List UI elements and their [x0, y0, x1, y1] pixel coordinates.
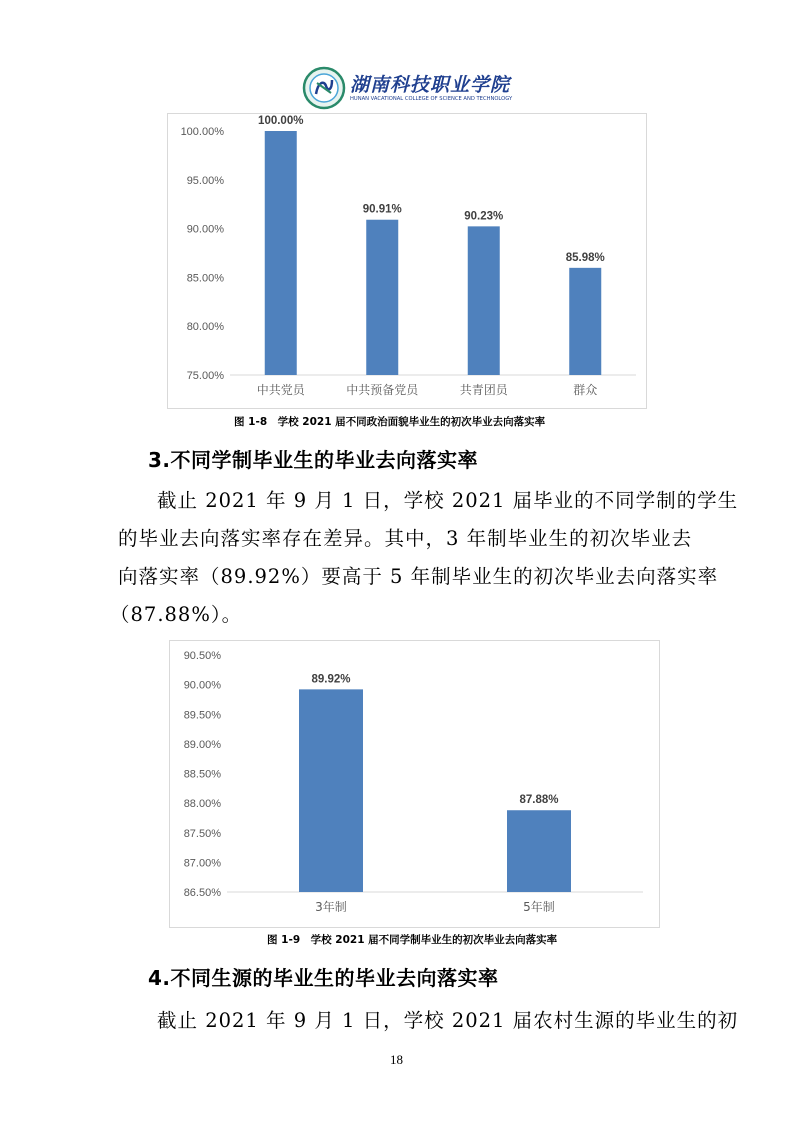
section-3-line-1: 截止 2021 年 9 月 1 日，学校 2021 届毕业的不同学制的学生: [157, 489, 739, 512]
chart2-ytick-label: 86.50%: [183, 887, 221, 899]
chart1-category-label: 群众: [573, 383, 598, 397]
chart2-bar: [507, 810, 571, 892]
chart2-ytick-label: 90.50%: [183, 650, 221, 662]
chart1-category-label: 中共预备党员: [346, 383, 419, 397]
college-name-en: HUNAN VACATIONAL COLLEGE OF SCIENCE AND TECHNOLOGY: [350, 96, 513, 102]
chart2-ytick-label: 88.00%: [183, 798, 221, 811]
chart1-bar: [265, 131, 297, 375]
college-name-cn: 湖南科技职业学院: [350, 74, 511, 96]
figure-1-8-caption: 图 1-8 学校 2021 届不同政治面貌毕业生的初次毕业去向落实率: [234, 416, 546, 428]
chart2-ytick-label: 90.00%: [183, 679, 221, 692]
chart2-ytick-label: 87.50%: [183, 827, 221, 840]
chart-political-status-svg: [168, 114, 646, 408]
chart2-category-label: 3年制: [315, 900, 347, 914]
section-3-line-2: 的毕业去向落实率存在差异。其中，3 年制毕业生的初次毕业去: [118, 527, 693, 550]
chart2-category-label: 5年制: [523, 900, 555, 914]
chart1-ytick-label: 95.00%: [186, 174, 224, 187]
chart1-ytick-label: 75.00%: [186, 370, 224, 382]
chart2-bar: [299, 689, 363, 892]
chart2-ytick-label: 89.50%: [183, 709, 221, 722]
chart1-data-label: 90.23%: [464, 210, 504, 223]
chart2-data-label: 89.92%: [311, 673, 351, 686]
chart1-category-label: 共青团员: [459, 383, 508, 397]
chart2-data-label: 87.88%: [519, 794, 559, 807]
figure-1-9-caption: 图 1-9 学校 2021 届不同学制毕业生的初次毕业去向落实率: [267, 934, 558, 946]
college-logo: [302, 66, 513, 112]
chart1-ytick-label: 80.00%: [186, 321, 224, 334]
page-number: 18: [390, 1052, 403, 1067]
chart1-data-label: 85.98%: [565, 251, 605, 264]
college-emblem-icon: [302, 66, 346, 110]
section-4-line-1: 截止 2021 年 9 月 1 日，学校 2021 届农村生源的毕业生的初: [157, 1009, 739, 1032]
chart1-bar: [366, 220, 398, 375]
chart2-ytick-label: 87.00%: [183, 857, 221, 870]
chart-program-length: [169, 640, 660, 928]
chart2-ytick-label: 88.50%: [183, 768, 221, 781]
chart1-bar: [569, 268, 601, 375]
chart1-category-label: 中共党员: [256, 383, 305, 397]
chart1-ytick-label: 85.00%: [186, 272, 224, 285]
section-4-heading: 4.不同生源的毕业生的毕业去向落实率: [148, 966, 499, 990]
chart1-ytick-label: 100.00%: [180, 126, 224, 138]
chart1-data-label: 100.00%: [258, 115, 304, 127]
section-3-heading: 3.不同学制毕业生的毕业去向落实率: [148, 448, 479, 472]
chart1-bar: [468, 226, 500, 375]
section-3-line-3: 向落实率（89.92%）要高于 5 年制毕业生的初次毕业去向落实率: [118, 565, 719, 588]
chart1-ytick-label: 90.00%: [186, 223, 224, 236]
section-3-line-4: （87.88%）。: [110, 603, 243, 626]
chart1-data-label: 90.91%: [362, 203, 402, 216]
chart2-ytick-label: 89.00%: [183, 738, 221, 751]
chart-program-length-svg: [170, 641, 659, 927]
chart-political-status: [167, 113, 647, 409]
